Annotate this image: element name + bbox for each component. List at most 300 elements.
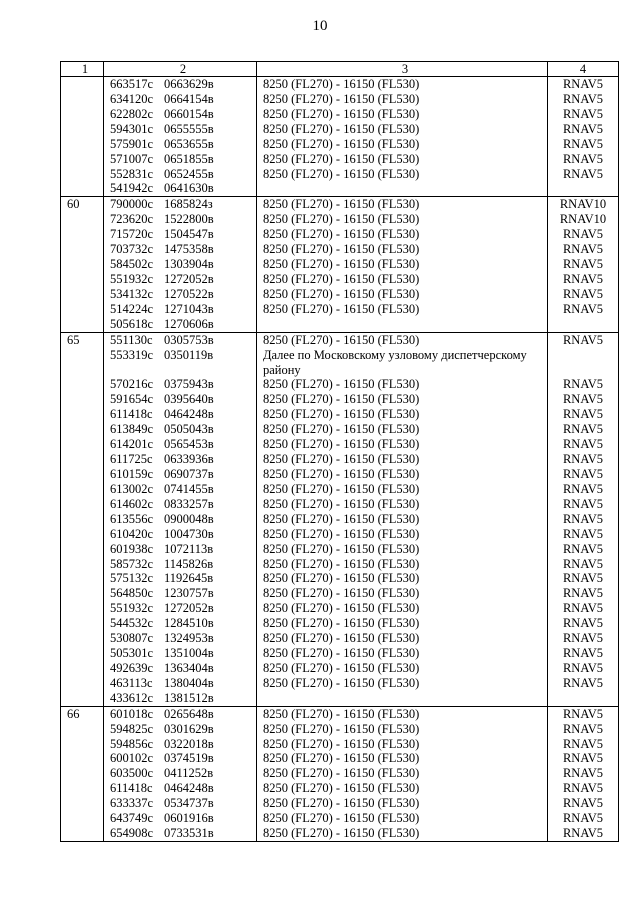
longitude: 1685824з bbox=[164, 197, 213, 212]
coordinates-cell bbox=[104, 706, 257, 721]
latitude: 654908с bbox=[110, 826, 154, 841]
altitude-range: 8250 (FL270) - 16150 (FL530) bbox=[257, 422, 548, 437]
latitude: 552831с bbox=[110, 166, 154, 181]
longitude: 0505043в bbox=[164, 422, 214, 437]
route-number bbox=[61, 92, 104, 107]
table-row bbox=[61, 257, 619, 272]
longitude: 0374519в bbox=[164, 751, 214, 766]
latitude: 611725с bbox=[110, 452, 153, 467]
route-number bbox=[61, 122, 104, 137]
longitude: 0653655в bbox=[164, 136, 214, 151]
route-number bbox=[61, 167, 104, 182]
latitude: 622802с bbox=[110, 106, 154, 121]
altitude-range: 8250 (FL270) - 16150 (FL530) bbox=[257, 766, 548, 781]
longitude: 1230757в bbox=[164, 586, 214, 601]
altitude-range: 8250 (FL270) - 16150 (FL530) bbox=[257, 467, 548, 482]
altitude-range: 8250 (FL270) - 16150 (FL530) bbox=[257, 557, 548, 572]
coordinates-cell bbox=[104, 601, 257, 616]
table-row bbox=[61, 107, 619, 122]
latitude: 634120с bbox=[110, 91, 154, 106]
latitude: 594825с bbox=[110, 721, 154, 736]
coordinates-cell bbox=[104, 751, 257, 766]
longitude: 1284510в bbox=[164, 616, 214, 631]
table-row bbox=[61, 181, 619, 196]
longitude: 1504547в bbox=[164, 227, 214, 242]
latitude: 715720с bbox=[110, 227, 154, 242]
table-row bbox=[61, 317, 619, 332]
longitude: 0655555в bbox=[164, 121, 214, 136]
longitude: 1270606в bbox=[164, 316, 214, 331]
longitude: 1192645в bbox=[164, 571, 214, 586]
navigation-spec: RNAV5 bbox=[548, 811, 619, 826]
route-number bbox=[61, 348, 104, 378]
navigation-spec: RNAV5 bbox=[548, 302, 619, 317]
altitude-range: 8250 (FL270) - 16150 (FL530) bbox=[257, 661, 548, 676]
route-number bbox=[61, 377, 104, 392]
longitude: 1303904в bbox=[164, 257, 214, 272]
latitude: 591654с bbox=[110, 392, 154, 407]
table-row bbox=[61, 542, 619, 557]
altitude-range: 8250 (FL270) - 16150 (FL530) bbox=[257, 646, 548, 661]
longitude: 0833257в bbox=[164, 496, 214, 511]
coordinates-cell bbox=[104, 781, 257, 796]
longitude: 1351004в bbox=[164, 646, 214, 661]
latitude: 594856с bbox=[110, 736, 154, 751]
longitude: 1522800в bbox=[164, 212, 214, 227]
altitude-range: 8250 (FL270) - 16150 (FL530) bbox=[257, 332, 548, 347]
table-row bbox=[61, 197, 619, 212]
latitude: 614602с bbox=[110, 496, 154, 511]
navigation-spec: RNAV5 bbox=[548, 601, 619, 616]
table-row bbox=[61, 706, 619, 721]
table-row bbox=[61, 661, 619, 676]
table-row bbox=[61, 332, 619, 347]
navigation-spec: RNAV5 bbox=[548, 92, 619, 107]
longitude: 0301629в bbox=[164, 721, 214, 736]
longitude: 0350119в bbox=[164, 347, 214, 362]
longitude: 0663629в bbox=[164, 77, 214, 91]
table-row bbox=[61, 392, 619, 407]
latitude: 600102с bbox=[110, 751, 154, 766]
coordinates-cell bbox=[104, 631, 257, 646]
table-row bbox=[61, 766, 619, 781]
latitude: 505618с bbox=[110, 316, 154, 331]
altitude-range: 8250 (FL270) - 16150 (FL530) bbox=[257, 751, 548, 766]
route-number bbox=[61, 181, 104, 196]
altitude-range: 8250 (FL270) - 16150 (FL530) bbox=[257, 77, 548, 92]
navigation-spec: RNAV5 bbox=[548, 766, 619, 781]
table-row bbox=[61, 586, 619, 601]
table-row bbox=[61, 92, 619, 107]
altitude-range: Далее по Московскому узловому диспетчерскому району bbox=[257, 348, 548, 378]
latitude: 663517с bbox=[110, 77, 154, 91]
longitude: 0601916в bbox=[164, 811, 214, 826]
navigation-spec: RNAV5 bbox=[548, 437, 619, 452]
coordinates-cell bbox=[104, 77, 257, 92]
route-number bbox=[61, 482, 104, 497]
coordinates-cell bbox=[104, 616, 257, 631]
altitude-range: 8250 (FL270) - 16150 (FL530) bbox=[257, 631, 548, 646]
altitude-range: 8250 (FL270) - 16150 (FL530) bbox=[257, 437, 548, 452]
altitude-range: 8250 (FL270) - 16150 (FL530) bbox=[257, 122, 548, 137]
navigation-spec: RNAV5 bbox=[548, 422, 619, 437]
altitude-range: 8250 (FL270) - 16150 (FL530) bbox=[257, 302, 548, 317]
route-number bbox=[61, 452, 104, 467]
navigation-spec: RNAV5 bbox=[548, 407, 619, 422]
altitude-range: 8250 (FL270) - 16150 (FL530) bbox=[257, 287, 548, 302]
table-row bbox=[61, 527, 619, 542]
route-number bbox=[61, 287, 104, 302]
latitude: 614201с bbox=[110, 437, 154, 452]
coordinates-cell bbox=[104, 512, 257, 527]
route-number bbox=[61, 722, 104, 737]
coordinates-cell bbox=[104, 302, 257, 317]
navigation-spec bbox=[548, 691, 619, 706]
altitude-range: 8250 (FL270) - 16150 (FL530) bbox=[257, 257, 548, 272]
longitude: 0652455в bbox=[164, 166, 214, 181]
table-row bbox=[61, 737, 619, 752]
latitude: 575132с bbox=[110, 571, 154, 586]
route-number bbox=[61, 257, 104, 272]
table-row bbox=[61, 691, 619, 706]
longitude: 0464248в bbox=[164, 781, 214, 796]
latitude: 703732с bbox=[110, 242, 154, 257]
altitude-range: 8250 (FL270) - 16150 (FL530) bbox=[257, 212, 548, 227]
altitude-range bbox=[257, 317, 548, 332]
altitude-range: 8250 (FL270) - 16150 (FL530) bbox=[257, 722, 548, 737]
navigation-spec: RNAV5 bbox=[548, 527, 619, 542]
longitude: 0733531в bbox=[164, 826, 214, 841]
coordinates-cell bbox=[104, 722, 257, 737]
navigation-spec: RNAV5 bbox=[548, 796, 619, 811]
navigation-spec: RNAV5 bbox=[548, 287, 619, 302]
latitude: 551932с bbox=[110, 271, 154, 286]
route-number bbox=[61, 302, 104, 317]
route-number bbox=[61, 586, 104, 601]
coordinates-cell bbox=[104, 766, 257, 781]
coordinates-cell bbox=[104, 811, 257, 826]
longitude: 1072113в bbox=[164, 541, 214, 556]
route-number bbox=[61, 676, 104, 691]
navigation-spec: RNAV5 bbox=[548, 676, 619, 691]
altitude-range: 8250 (FL270) - 16150 (FL530) bbox=[257, 676, 548, 691]
table-row bbox=[61, 646, 619, 661]
coordinates-cell bbox=[104, 467, 257, 482]
table-row bbox=[61, 122, 619, 137]
coordinates-cell bbox=[104, 646, 257, 661]
navigation-spec: RNAV5 bbox=[548, 751, 619, 766]
longitude: 0375943в bbox=[164, 377, 214, 392]
coordinates-cell bbox=[104, 542, 257, 557]
table-row bbox=[61, 422, 619, 437]
coordinates-cell bbox=[104, 407, 257, 422]
longitude: 0664154в bbox=[164, 91, 214, 106]
latitude: 514224с bbox=[110, 301, 154, 316]
navigation-spec: RNAV5 bbox=[548, 616, 619, 631]
latitude: 463113с bbox=[110, 675, 153, 690]
latitude: 603500с bbox=[110, 766, 154, 781]
altitude-range: 8250 (FL270) - 16150 (FL530) bbox=[257, 377, 548, 392]
route-number bbox=[61, 766, 104, 781]
table-row bbox=[61, 571, 619, 586]
navigation-spec: RNAV5 bbox=[548, 167, 619, 182]
longitude: 0651855в bbox=[164, 151, 214, 166]
coordinates-cell bbox=[104, 152, 257, 167]
altitude-range: 8250 (FL270) - 16150 (FL530) bbox=[257, 392, 548, 407]
route-number bbox=[61, 317, 104, 332]
longitude: 0633936в bbox=[164, 452, 214, 467]
coordinates-cell bbox=[104, 257, 257, 272]
navigation-spec: RNAV5 bbox=[548, 737, 619, 752]
latitude: 575901с bbox=[110, 136, 154, 151]
navigation-spec: RNAV10 bbox=[548, 212, 619, 227]
route-number bbox=[61, 407, 104, 422]
altitude-range: 8250 (FL270) - 16150 (FL530) bbox=[257, 272, 548, 287]
table-row bbox=[61, 467, 619, 482]
coordinates-cell bbox=[104, 661, 257, 676]
latitude: 601018с bbox=[110, 706, 154, 721]
latitude: 790000с bbox=[110, 197, 154, 212]
route-number: 60 bbox=[61, 197, 104, 212]
latitude: 610159с bbox=[110, 466, 154, 481]
altitude-range: 8250 (FL270) - 16150 (FL530) bbox=[257, 586, 548, 601]
altitude-range: 8250 (FL270) - 16150 (FL530) bbox=[257, 197, 548, 212]
coordinates-cell bbox=[104, 242, 257, 257]
header-col-1: 1 bbox=[61, 62, 104, 77]
table-row bbox=[61, 751, 619, 766]
latitude: 633337с bbox=[110, 796, 154, 811]
altitude-range: 8250 (FL270) - 16150 (FL530) bbox=[257, 706, 548, 721]
longitude: 0690737в bbox=[164, 466, 214, 481]
route-number bbox=[61, 811, 104, 826]
coordinates-cell bbox=[104, 181, 257, 196]
table-row bbox=[61, 826, 619, 841]
table-row bbox=[61, 437, 619, 452]
coordinates-cell bbox=[104, 287, 257, 302]
navigation-spec bbox=[548, 348, 619, 378]
navigation-spec: RNAV5 bbox=[548, 452, 619, 467]
route-number bbox=[61, 467, 104, 482]
route-number bbox=[61, 422, 104, 437]
coordinates-cell bbox=[104, 452, 257, 467]
table-row bbox=[61, 77, 619, 92]
latitude: 541942с bbox=[110, 181, 154, 196]
route-table bbox=[60, 61, 619, 842]
coordinates-cell bbox=[104, 317, 257, 332]
coordinates-cell bbox=[104, 826, 257, 841]
latitude: 530807с bbox=[110, 631, 154, 646]
altitude-range: 8250 (FL270) - 16150 (FL530) bbox=[257, 497, 548, 512]
navigation-spec: RNAV5 bbox=[548, 137, 619, 152]
altitude-range: 8250 (FL270) - 16150 (FL530) bbox=[257, 167, 548, 182]
table-row bbox=[61, 377, 619, 392]
table-row bbox=[61, 676, 619, 691]
latitude: 570216с bbox=[110, 377, 154, 392]
longitude: 1004730в bbox=[164, 526, 214, 541]
route-number bbox=[61, 616, 104, 631]
altitude-range: 8250 (FL270) - 16150 (FL530) bbox=[257, 527, 548, 542]
latitude: 643749с bbox=[110, 811, 154, 826]
coordinates-cell bbox=[104, 107, 257, 122]
altitude-range: 8250 (FL270) - 16150 (FL530) bbox=[257, 512, 548, 527]
longitude: 0464248в bbox=[164, 407, 214, 422]
table-row bbox=[61, 601, 619, 616]
route-number bbox=[61, 497, 104, 512]
latitude: 551932с bbox=[110, 601, 154, 616]
navigation-spec: RNAV5 bbox=[548, 781, 619, 796]
route-number bbox=[61, 737, 104, 752]
altitude-range: 8250 (FL270) - 16150 (FL530) bbox=[257, 601, 548, 616]
coordinates-cell bbox=[104, 122, 257, 137]
longitude: 1272052в bbox=[164, 601, 214, 616]
coordinates-cell bbox=[104, 482, 257, 497]
table-row bbox=[61, 781, 619, 796]
longitude: 0741455в bbox=[164, 481, 214, 496]
latitude: 571007с bbox=[110, 151, 154, 166]
navigation-spec: RNAV5 bbox=[548, 631, 619, 646]
latitude: 610420с bbox=[110, 526, 154, 541]
longitude: 1272052в bbox=[164, 271, 214, 286]
navigation-spec: RNAV5 bbox=[548, 722, 619, 737]
longitude: 0900048в bbox=[164, 511, 214, 526]
altitude-range: 8250 (FL270) - 16150 (FL530) bbox=[257, 152, 548, 167]
table-row bbox=[61, 482, 619, 497]
navigation-spec: RNAV5 bbox=[548, 482, 619, 497]
navigation-spec: RNAV5 bbox=[548, 542, 619, 557]
route-number bbox=[61, 557, 104, 572]
route-number bbox=[61, 242, 104, 257]
table-row bbox=[61, 722, 619, 737]
longitude: 0265648в bbox=[164, 706, 214, 721]
altitude-range: 8250 (FL270) - 16150 (FL530) bbox=[257, 107, 548, 122]
navigation-spec: RNAV5 bbox=[548, 826, 619, 841]
coordinates-cell bbox=[104, 167, 257, 182]
latitude: 613002с bbox=[110, 481, 154, 496]
table-row bbox=[61, 557, 619, 572]
coordinates-cell bbox=[104, 422, 257, 437]
table-row bbox=[61, 167, 619, 182]
latitude: 505301с bbox=[110, 646, 154, 661]
route-number bbox=[61, 826, 104, 841]
table-row bbox=[61, 616, 619, 631]
navigation-spec: RNAV10 bbox=[548, 197, 619, 212]
longitude: 0565453в bbox=[164, 437, 214, 452]
navigation-spec: RNAV5 bbox=[548, 377, 619, 392]
longitude: 1363404в bbox=[164, 660, 214, 675]
latitude: 534132с bbox=[110, 286, 154, 301]
latitude: 551130с bbox=[110, 332, 153, 347]
navigation-spec: RNAV5 bbox=[548, 77, 619, 92]
table-row bbox=[61, 348, 619, 378]
altitude-range bbox=[257, 691, 548, 706]
altitude-range: 8250 (FL270) - 16150 (FL530) bbox=[257, 407, 548, 422]
coordinates-cell bbox=[104, 676, 257, 691]
route-number bbox=[61, 512, 104, 527]
latitude: 433612с bbox=[110, 690, 154, 705]
latitude: 613849с bbox=[110, 422, 154, 437]
table-row bbox=[61, 212, 619, 227]
route-number bbox=[61, 751, 104, 766]
latitude: 492639с bbox=[110, 660, 154, 675]
route-number bbox=[61, 272, 104, 287]
altitude-range: 8250 (FL270) - 16150 (FL530) bbox=[257, 542, 548, 557]
coordinates-cell bbox=[104, 571, 257, 586]
latitude: 723620с bbox=[110, 212, 154, 227]
coordinates-cell bbox=[104, 557, 257, 572]
route-number bbox=[61, 631, 104, 646]
table-row bbox=[61, 512, 619, 527]
longitude: 1381512в bbox=[164, 690, 214, 705]
navigation-spec: RNAV5 bbox=[548, 512, 619, 527]
table-row bbox=[61, 152, 619, 167]
table-row bbox=[61, 497, 619, 512]
header-col-3: 3 bbox=[257, 62, 548, 77]
longitude: 0411252в bbox=[164, 766, 214, 781]
navigation-spec: RNAV5 bbox=[548, 227, 619, 242]
route-number bbox=[61, 781, 104, 796]
altitude-range bbox=[257, 181, 548, 196]
route-number bbox=[61, 527, 104, 542]
altitude-range: 8250 (FL270) - 16150 (FL530) bbox=[257, 242, 548, 257]
latitude: 594301с bbox=[110, 121, 154, 136]
coordinates-cell bbox=[104, 92, 257, 107]
longitude: 1145826в bbox=[164, 556, 214, 571]
longitude: 1271043в bbox=[164, 301, 214, 316]
latitude: 611418с bbox=[110, 407, 153, 422]
table-row bbox=[61, 227, 619, 242]
coordinates-cell bbox=[104, 197, 257, 212]
navigation-spec: RNAV5 bbox=[548, 257, 619, 272]
coordinates-cell bbox=[104, 392, 257, 407]
route-number bbox=[61, 601, 104, 616]
longitude: 0660154в bbox=[164, 106, 214, 121]
table-row bbox=[61, 631, 619, 646]
coordinates-cell bbox=[104, 691, 257, 706]
coordinates-cell bbox=[104, 796, 257, 811]
altitude-range: 8250 (FL270) - 16150 (FL530) bbox=[257, 737, 548, 752]
route-number bbox=[61, 77, 104, 92]
navigation-spec: RNAV5 bbox=[548, 557, 619, 572]
latitude: 584502с bbox=[110, 257, 154, 272]
route-number bbox=[61, 107, 104, 122]
route-number bbox=[61, 796, 104, 811]
header-col-4: 4 bbox=[548, 62, 619, 77]
coordinates-cell bbox=[104, 332, 257, 347]
route-number bbox=[61, 212, 104, 227]
altitude-range: 8250 (FL270) - 16150 (FL530) bbox=[257, 811, 548, 826]
coordinates-cell bbox=[104, 348, 257, 378]
table-row bbox=[61, 137, 619, 152]
latitude: 564850с bbox=[110, 586, 154, 601]
longitude: 0395640в bbox=[164, 392, 214, 407]
latitude: 611418с bbox=[110, 781, 153, 796]
longitude: 0641630в bbox=[164, 181, 214, 196]
navigation-spec: RNAV5 bbox=[548, 392, 619, 407]
altitude-range: 8250 (FL270) - 16150 (FL530) bbox=[257, 781, 548, 796]
coordinates-cell bbox=[104, 137, 257, 152]
route-number bbox=[61, 661, 104, 676]
longitude: 0305753в bbox=[164, 332, 214, 347]
table-row bbox=[61, 242, 619, 257]
altitude-range: 8250 (FL270) - 16150 (FL530) bbox=[257, 616, 548, 631]
table-row bbox=[61, 407, 619, 422]
altitude-range: 8250 (FL270) - 16150 (FL530) bbox=[257, 482, 548, 497]
coordinates-cell bbox=[104, 227, 257, 242]
navigation-spec: RNAV5 bbox=[548, 661, 619, 676]
navigation-spec: RNAV5 bbox=[548, 122, 619, 137]
route-number bbox=[61, 392, 104, 407]
altitude-range: 8250 (FL270) - 16150 (FL530) bbox=[257, 452, 548, 467]
